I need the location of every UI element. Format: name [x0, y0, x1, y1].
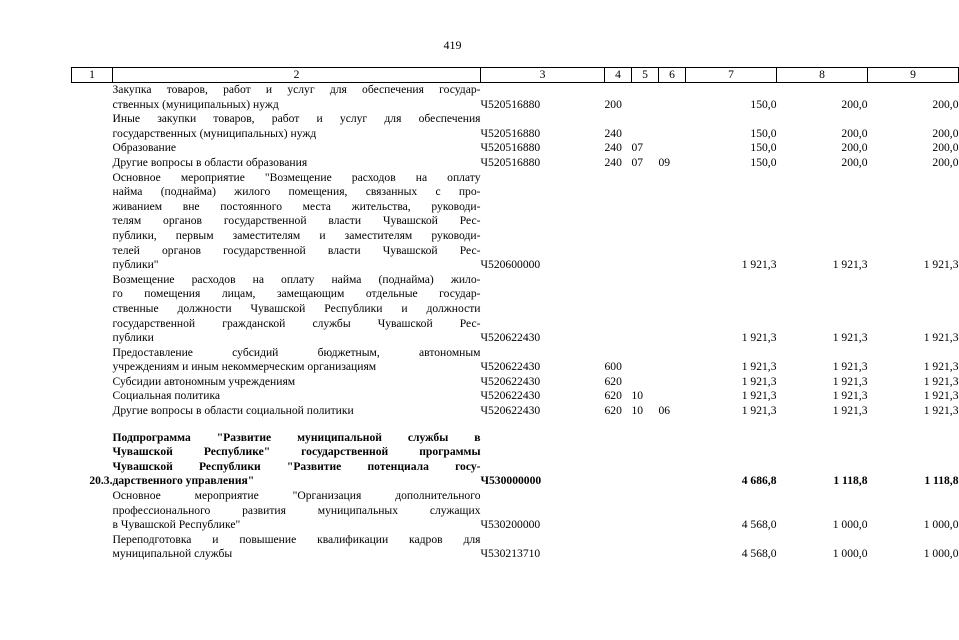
amount-col-8: 1 118,8	[833, 474, 868, 488]
table-row	[72, 404, 959, 419]
section-code	[632, 489, 659, 533]
row-name-line: Чувашской Республики "Развитие потенциала госу-	[112, 459, 481, 473]
table-row	[72, 156, 959, 171]
amount-col-8: 1 921,3	[832, 258, 868, 272]
expense-type-code: 240	[604, 155, 622, 169]
subsection-code	[659, 112, 686, 141]
row-number	[72, 83, 113, 113]
row-name-line: Чувашской Республике" государственной программы	[112, 445, 481, 459]
column-header: 4	[605, 68, 632, 83]
spacer-row	[72, 419, 959, 431]
row-name-line: телей органов государственной власти Чувашской Рес-	[112, 243, 481, 257]
table-row	[72, 389, 959, 404]
amount-col-9: 1 921,3	[923, 331, 959, 345]
amount-col-7: 4 686,8	[741, 474, 777, 488]
row-name-line: Предоставление субсидий бюджетным, автономным	[112, 345, 481, 359]
amount-col-9: 1 118,8	[924, 474, 959, 488]
expense-type-code: 200	[604, 97, 622, 111]
row-name-line: Образование	[112, 141, 177, 155]
section-code	[632, 346, 659, 375]
target-article-code: Ч520622430	[480, 404, 541, 418]
section-code	[632, 83, 659, 113]
row-name-line: телям органов государственной власти Чувашской Рес-	[112, 214, 481, 228]
section-code	[632, 375, 659, 390]
expense-type-code	[605, 273, 632, 346]
section-code	[632, 171, 659, 273]
row-name-line: живанием вне постоянного места жительства, руководи-	[112, 199, 481, 213]
header-row	[72, 68, 959, 83]
section-code: 07	[631, 141, 644, 155]
target-article-code: Ч520516880	[480, 155, 541, 169]
section-code: 10	[631, 389, 644, 403]
target-article-code: Ч530000000	[480, 474, 542, 488]
row-name-line: Закупка товаров, работ и услуг для обеспечения государ-	[112, 83, 481, 96]
amount-col-8: 200,0	[841, 97, 868, 111]
budget-table	[71, 67, 959, 562]
amount-col-7: 4 568,0	[741, 518, 777, 532]
amount-col-8: 200,0	[841, 155, 868, 169]
row-name-line: Другие вопросы в области социальной политики	[112, 404, 354, 418]
row-number	[72, 404, 113, 419]
amount-col-9: 1 000,0	[923, 547, 959, 561]
amount-col-8: 1 921,3	[832, 331, 868, 345]
amount-col-7: 1 921,3	[741, 258, 777, 272]
amount-col-7: 1 921,3	[741, 404, 777, 418]
amount-col-9: 200,0	[932, 141, 959, 155]
amount-col-9: 1 921,3	[923, 404, 959, 418]
column-header: 2	[113, 68, 481, 83]
section-code: 07	[631, 155, 644, 169]
amount-col-8: 200,0	[841, 141, 868, 155]
table-row	[72, 112, 959, 141]
row-number	[72, 156, 113, 171]
column-header: 6	[659, 68, 686, 83]
row-name	[113, 404, 481, 419]
expense-type-code: 620	[604, 389, 622, 403]
section-code	[632, 112, 659, 141]
row-name	[113, 112, 481, 141]
row-name	[113, 346, 481, 375]
row-number	[72, 375, 113, 390]
row-name-line: найма (поднайма) жилого помещения, связанных с про-	[112, 185, 481, 199]
amount-col-9: 200,0	[932, 126, 959, 140]
target-article-code: Ч520516880	[480, 141, 541, 155]
row-name-line: учреждениям и иным некоммерческим организациям	[112, 360, 377, 374]
row-name-line: Основное мероприятие "Возмещение расходов на оплату	[112, 170, 481, 184]
amount-col-7: 1 921,3	[741, 389, 777, 403]
amount-col-7: 150,0	[750, 97, 777, 111]
subsection-code	[659, 273, 686, 346]
subsection-code	[659, 171, 686, 273]
row-name-line: Возмещение расходов на оплату найма (поднайма) жило-	[112, 272, 481, 286]
amount-col-8: 200,0	[841, 126, 868, 140]
column-header: 8	[777, 68, 868, 83]
section-code	[632, 431, 659, 489]
amount-col-9: 1 921,3	[923, 258, 959, 272]
row-number	[72, 171, 113, 273]
page-number: 419	[443, 38, 462, 52]
row-name-line: го помещения лицам, замещающим отдельные государ-	[112, 287, 481, 301]
row-name-line: публики	[112, 331, 154, 345]
expense-type-code	[605, 489, 632, 533]
row-number	[72, 273, 113, 346]
row-name-line: муниципальной службы	[112, 547, 233, 561]
row-name-line: Другие вопросы в области образования	[112, 155, 308, 169]
column-header: 1	[72, 68, 113, 83]
section-code: 10	[631, 404, 644, 418]
row-name-line: публики, первым заместителям и заместителям руководи-	[112, 228, 481, 242]
row-number	[72, 389, 113, 404]
subsection-code	[659, 141, 686, 156]
amount-col-8: 1 921,3	[832, 389, 868, 403]
amount-col-7: 1 921,3	[741, 331, 777, 345]
row-name-line: публики"	[112, 258, 159, 272]
spacer-cell	[72, 419, 959, 431]
table-row	[72, 273, 959, 346]
table-row	[72, 171, 959, 273]
column-header: 5	[632, 68, 659, 83]
row-name	[113, 171, 481, 273]
amount-col-7: 150,0	[750, 126, 777, 140]
row-name	[113, 156, 481, 171]
row-name-line: в Чувашской Республике"	[112, 518, 241, 532]
row-name	[113, 83, 481, 113]
amount-col-8: 1 000,0	[832, 518, 868, 532]
row-number	[72, 489, 113, 533]
row-name	[113, 533, 481, 562]
row-name-line: государственной гражданской службы Чувашской Рес-	[112, 316, 481, 330]
expense-type-code: 600	[604, 360, 622, 374]
target-article-code: Ч520622430	[480, 374, 541, 388]
row-name	[113, 389, 481, 404]
table-row	[72, 489, 959, 533]
row-name-line: профессионального развития муниципальных служащих	[112, 503, 481, 517]
expense-type-code	[605, 171, 632, 273]
subsection-code	[659, 489, 686, 533]
row-name	[113, 141, 481, 156]
subsection-code	[659, 431, 686, 489]
amount-col-7: 1 921,3	[741, 360, 777, 374]
row-name	[113, 489, 481, 533]
expense-type-code: 620	[604, 374, 622, 388]
subsection-code	[659, 533, 686, 562]
target-article-code: Ч520622430	[480, 360, 541, 374]
row-name-line: Субсидии автономным учреждениям	[112, 374, 296, 388]
column-header: 7	[686, 68, 777, 83]
expense-type-code	[605, 533, 632, 562]
table-row	[72, 533, 959, 562]
table-row	[72, 431, 959, 489]
target-article-code: Ч520600000	[480, 258, 541, 272]
amount-col-9: 1 921,3	[923, 389, 959, 403]
target-article-code: Ч520516880	[480, 126, 541, 140]
table-row	[72, 83, 959, 113]
subsection-code: 09	[658, 155, 671, 169]
row-name-line: Подпрограмма "Развитие муниципальной службы в	[112, 430, 481, 444]
column-header: 3	[481, 68, 605, 83]
expense-type-code: 620	[604, 404, 622, 418]
row-name-line: ственных (муниципальных) нужд	[112, 97, 279, 111]
table-body	[72, 83, 959, 563]
target-article-code: Ч520622430	[480, 331, 541, 345]
amount-col-9: 200,0	[932, 155, 959, 169]
subsection-code	[659, 375, 686, 390]
row-number	[72, 141, 113, 156]
row-name-line: Переподготовка и повышение квалификации кадров для	[112, 532, 481, 546]
expense-type-code: 240	[604, 141, 622, 155]
row-name-line: ственные должности Чувашской Республики и должности	[112, 301, 481, 315]
expense-type-code: 240	[604, 126, 622, 140]
amount-col-8: 1 000,0	[832, 547, 868, 561]
amount-col-9: 1 921,3	[923, 360, 959, 374]
row-name	[113, 431, 481, 489]
amount-col-7: 1 921,3	[741, 374, 777, 388]
row-name-line: Иные закупки товаров, работ и услуг для обеспечения	[112, 112, 481, 126]
amount-col-7: 4 568,0	[741, 547, 777, 561]
section-code	[632, 533, 659, 562]
target-article-code: Ч520516880	[480, 97, 541, 111]
amount-col-8: 1 921,3	[832, 374, 868, 388]
amount-col-9: 200,0	[932, 97, 959, 111]
target-article-code: Ч520622430	[480, 389, 541, 403]
row-name	[113, 273, 481, 346]
table-row	[72, 375, 959, 390]
row-name-line: Социальная политика	[112, 389, 221, 403]
amount-col-9: 1 921,3	[923, 374, 959, 388]
expense-type-code	[605, 431, 632, 489]
amount-col-8: 1 921,3	[832, 404, 868, 418]
table-row	[72, 346, 959, 375]
table-row	[72, 141, 959, 156]
subsection-code	[659, 389, 686, 404]
target-article-code: Ч530213710	[480, 547, 541, 561]
row-number	[72, 112, 113, 141]
row-name-line: государственных (муниципальных) нужд	[112, 126, 317, 140]
amount-col-7: 150,0	[750, 155, 777, 169]
target-article-code: Ч530200000	[480, 518, 541, 532]
row-name	[113, 375, 481, 390]
row-name-line: дарственного управления"	[112, 474, 255, 488]
amount-col-9: 1 000,0	[923, 518, 959, 532]
amount-col-8: 1 921,3	[832, 360, 868, 374]
row-number: 20.3.	[89, 474, 113, 488]
subsection-code	[659, 346, 686, 375]
row-name-line: Основное мероприятие "Организация дополнительного	[112, 489, 481, 503]
row-number	[72, 533, 113, 562]
section-code	[632, 273, 659, 346]
row-number	[72, 346, 113, 375]
subsection-code: 06	[658, 404, 671, 418]
column-header: 9	[868, 68, 959, 83]
amount-col-7: 150,0	[750, 141, 777, 155]
subsection-code	[659, 83, 686, 113]
